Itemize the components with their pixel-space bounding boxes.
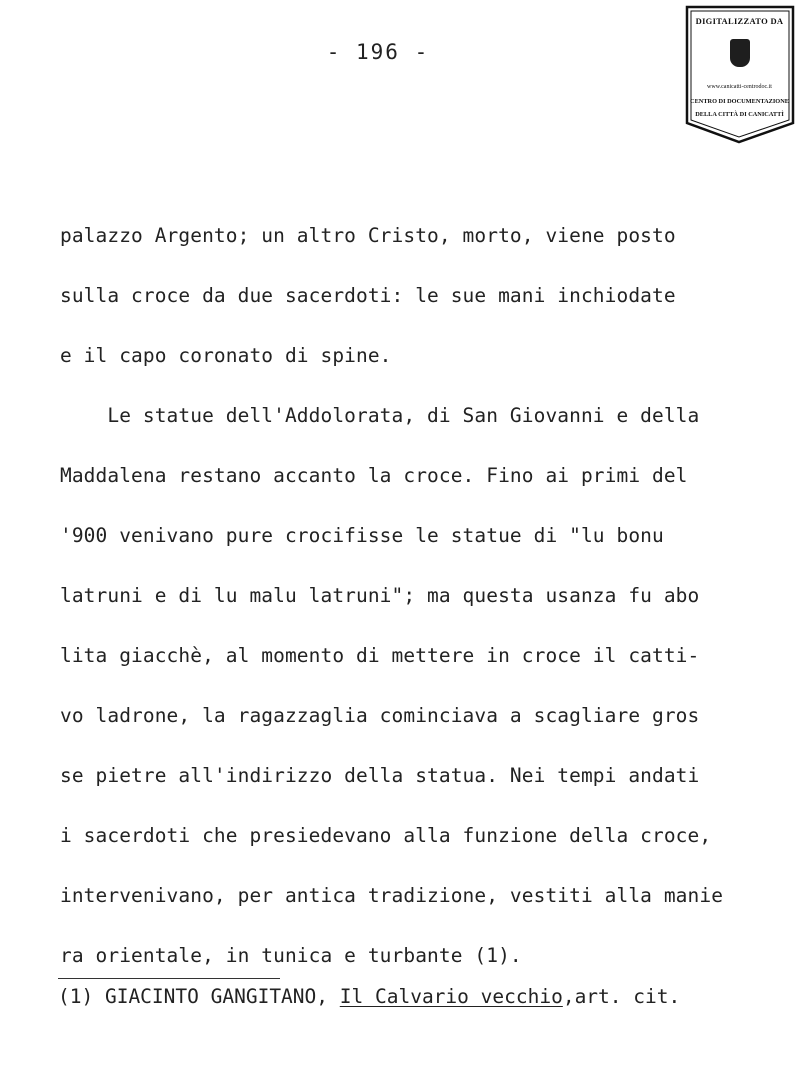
- stamp-url: www.canicatti-centrodoc.it: [707, 84, 772, 90]
- body-line-2: sulla croce da due sacerdoti: le sue mani inchiodate: [60, 284, 676, 307]
- footnote: [58, 985, 680, 1008]
- body-line-11: i sacerdoti che presiedevano alla funzione della croce,: [60, 824, 712, 847]
- body-line-3: e il capo coronato di spine.: [60, 344, 392, 367]
- footnote-divider: [58, 978, 280, 979]
- body-line-8: lita giacchè, al momento di mettere in croce il catti-: [60, 644, 700, 667]
- footnote-title: Il Calvario vecchio: [339, 985, 563, 1008]
- body-line-10: se pietre all'indirizzo della statua. Nei tempi andati: [60, 764, 700, 787]
- footnote-suffix: ,art. cit.: [562, 985, 681, 1008]
- body-line-9: vo ladrone, la ragazzaglia cominciava a scagliare gros: [60, 704, 700, 727]
- body-line-7: latruni e di lu malu latruni"; ma questa usanza fu abo: [60, 584, 700, 607]
- city-crest-icon: [730, 39, 750, 67]
- page-number: - 196 -: [326, 40, 430, 64]
- body-line-4: Le statue dell'Addolorata, di San Giovanni e della: [60, 404, 700, 427]
- stamp-line-2: DELLA CITTÀ DI CANICATTÌ: [695, 111, 784, 118]
- stamp-shield-icon: [683, 5, 796, 145]
- stamp-line-1: CENTRO DI DOCUMENTAZIONE: [690, 98, 789, 105]
- footnote-prefix: (1) GIACINTO GANGITANO,: [58, 985, 340, 1008]
- stamp-title: DIGITALIZZATO DA: [695, 16, 784, 26]
- body-line-13: ra orientale, in tunica e turbante (1).: [60, 944, 522, 967]
- body-line-6: '900 venivano pure crocifisse le statue di "lu bonu: [60, 524, 664, 547]
- body-line-5: Maddalena restano accanto la croce. Fino ai primi del: [60, 464, 688, 487]
- body-line-1: palazzo Argento; un altro Cristo, morto, viene posto: [60, 224, 676, 247]
- digitization-stamp: [683, 5, 796, 145]
- body-line-12: intervenivano, per antica tradizione, vestiti alla manie: [60, 884, 724, 907]
